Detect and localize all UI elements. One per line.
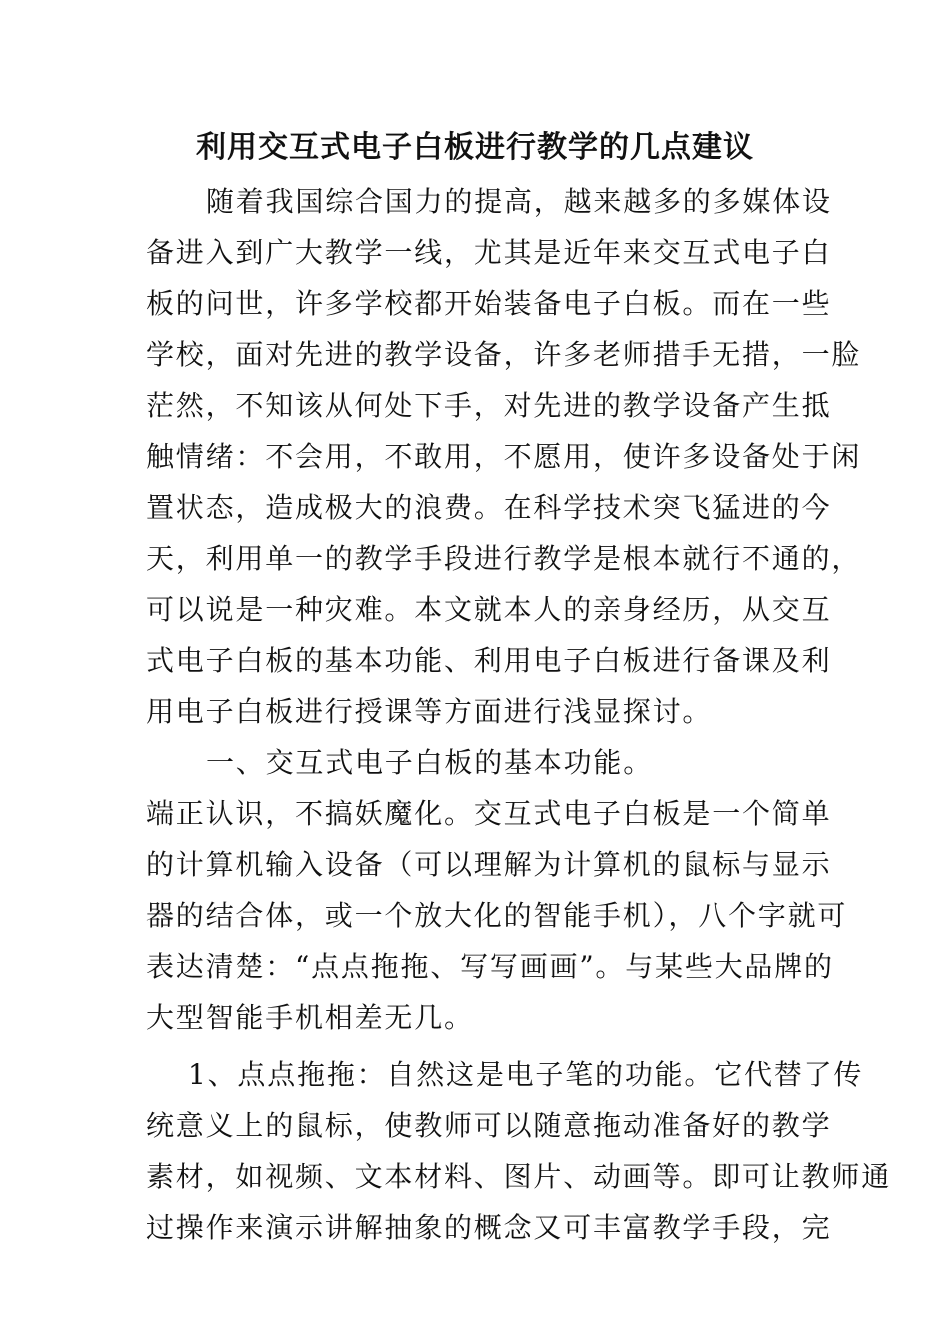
paragraph-line: 置状态，造成极大的浪费。在科学技术突飞猛进的今 (146, 491, 832, 524)
document-title: 利用交互式电子白板进行教学的几点建议 (196, 130, 754, 165)
paragraph-line: 式电子白板的基本功能、利用电子白板进行备课及利 (146, 644, 832, 677)
paragraph-line: 随着我国综合国力的提高，越来越多的多媒体设 (206, 185, 832, 218)
paragraph-line: 学校，面对先进的教学设备，许多老师措手无措，一脸 (146, 338, 862, 371)
paragraph-line: 端正认识，不搞妖魔化。交互式电子白板是一个简单 (146, 797, 832, 830)
paragraph-line: 触情绪：不会用，不敢用，不愿用，使许多设备处于闲 (146, 440, 862, 473)
paragraph-line: 可以说是一种灾难。本文就本人的亲身经历，从交互 (146, 593, 832, 626)
paragraph-line: 天，利用单一的教学手段进行教学是根本就行不通的， (146, 542, 862, 575)
paragraph-line: 用电子白板进行授课等方面进行浅显探讨。 (146, 695, 713, 728)
document-body (146, 176, 892, 1253)
paragraph-line: 大型智能手机相差无几。 (146, 1001, 474, 1034)
list-item-line: 1、点点拖拖：自然这是电子笔的功能。它代替了传 (188, 1058, 864, 1091)
paragraph-line: 器的结合体，或一个放大化的智能手机），八个字就可 (146, 899, 848, 932)
paragraph-line: 表达清楚：“点点拖拖、写写画画”。与某些大品牌的 (146, 950, 834, 983)
paragraph-line: 板的问世，许多学校都开始装备电子白板。而在一些 (146, 287, 832, 320)
paragraph-line: 备进入到广大教学一线，尤其是近年来交互式电子白 (146, 236, 832, 269)
paragraph-line: 统意义上的鼠标，使教师可以随意拖动准备好的教学 (146, 1109, 832, 1142)
paragraph-line: 的计算机输入设备（可以理解为计算机的鼠标与显示 (146, 848, 832, 881)
section-heading: 一、交互式电子白板的基本功能。 (206, 746, 654, 779)
paragraph-line: 过操作来演示讲解抽象的概念又可丰富教学手段，完 (146, 1211, 832, 1244)
paragraph-line: 素材，如视频、文本材料、图片、动画等。即可让教师通 (146, 1160, 892, 1193)
paragraph-line: 茫然，不知该从何处下手，对先进的教学设备产生抵 (146, 389, 832, 422)
